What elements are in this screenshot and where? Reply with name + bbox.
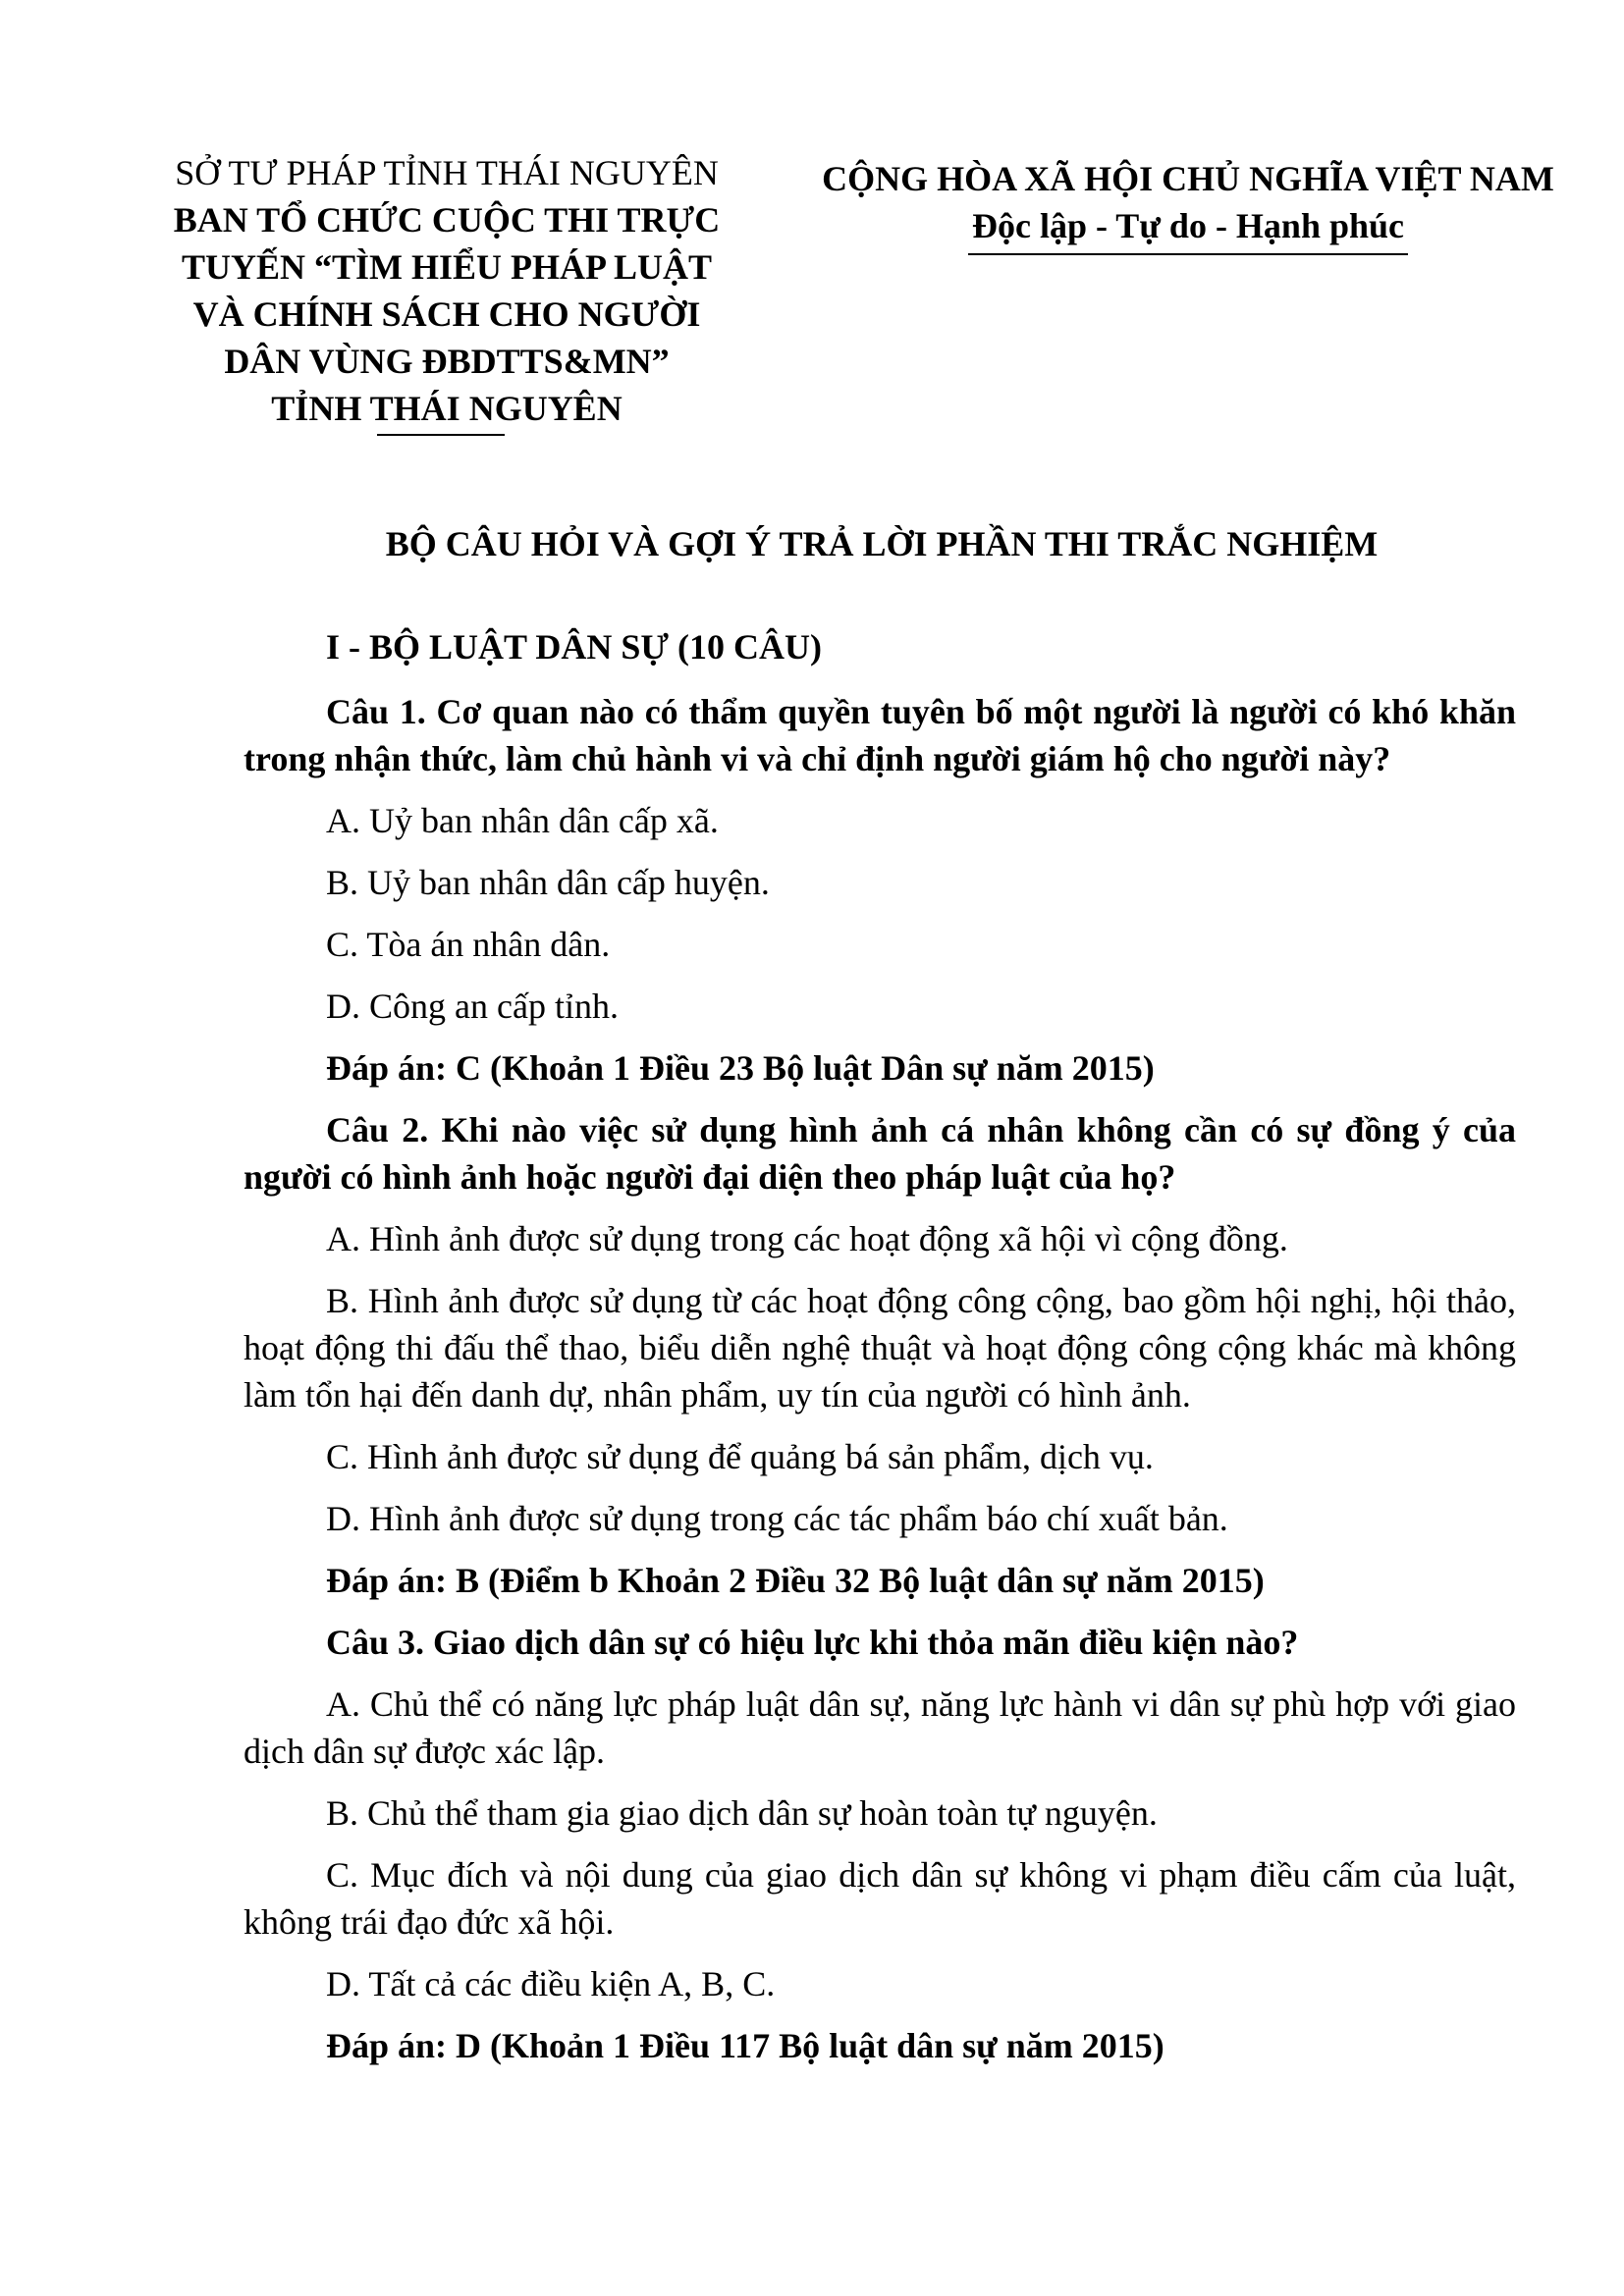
agency-name: SỞ TƯ PHÁP TỈNH THÁI NGUYÊN — [175, 153, 719, 192]
answer-option: C. Mục đích và nội dung của giao dịch dân sự không vi phạm điều cấm của luật, không trái đạo đức xã hội. — [244, 1855, 1516, 1942]
answer-option: A. Uỷ ban nhân dân cấp xã. — [326, 801, 719, 840]
organizer-line: VÀ CHÍNH SÁCH CHO NGƯỜI — [192, 294, 701, 334]
answer-key: Đáp án: D (Khoản 1 Điều 117 Bộ luật dân sự năm 2015) — [326, 2026, 1164, 2065]
question-text: Câu 3. Giao dịch dân sự có hiệu lực khi thỏa mãn điều kiện nào? — [326, 1623, 1299, 1662]
answer-option: D. Hình ảnh được sử dụng trong các tác phẩm báo chí xuất bản. — [326, 1499, 1228, 1538]
issuing-agency-block — [137, 149, 756, 436]
organizer-line: TUYẾN “TÌM HIỂU PHÁP LUẬT — [181, 247, 713, 287]
organizer-line: TỈNH THÁI NGUYÊN — [271, 389, 623, 428]
section-heading: I - BỘ LUẬT DÂN SỰ (10 CÂU) — [326, 627, 823, 667]
answer-key: Đáp án: B (Điểm b Khoản 2 Điều 32 Bộ luật dân sự năm 2015) — [326, 1561, 1265, 1600]
question-text: Câu 1. Cơ quan nào có thẩm quyền tuyên bố một người là người có khó khăn trong nhận thức, làm chủ hành vi và chỉ định người giám hộ cho người này? — [244, 692, 1516, 778]
answer-option: A. Chủ thể có năng lực pháp luật dân sự, năng lực hành vi dân sự phù hợp với giao dịch dân sự được xác lập. — [244, 1684, 1516, 1771]
question-text: Câu 2. Khi nào việc sử dụng hình ảnh cá nhân không cần có sự đồng ý của người có hình ảnh hoặc người đại diện theo pháp luật của họ? — [244, 1110, 1516, 1197]
header-divider-left — [377, 434, 505, 436]
nation-name: CỘNG HÒA XÃ HỘI CHỦ NGHĨA VIỆT NAM — [822, 159, 1554, 198]
answer-option: A. Hình ảnh được sử dụng trong các hoạt động xã hội vì cộng đồng. — [326, 1219, 1288, 1258]
answer-key: Đáp án: C (Khoản 1 Điều 23 Bộ luật Dân sự năm 2015) — [326, 1048, 1155, 1088]
organizer-line: BAN TỔ CHỨC CUỘC THI TRỰC — [173, 200, 721, 240]
organizer-line: DÂN VÙNG ĐBDTTS&MN” — [224, 342, 670, 381]
document-body — [244, 623, 1516, 2084]
national-motto: Độc lập - Tự do - Hạnh phúc — [968, 202, 1408, 255]
national-header-block — [805, 155, 1571, 255]
answer-option: B. Chủ thể tham gia giao dịch dân sự hoàn toàn tự nguyện. — [326, 1793, 1158, 1833]
answer-option: D. Tất cả các điều kiện A, B, C. — [326, 1964, 776, 2003]
answer-option: C. Tòa án nhân dân. — [326, 925, 611, 964]
answer-option: C. Hình ảnh được sử dụng để quảng bá sản phẩm, dịch vụ. — [326, 1437, 1154, 1476]
answer-option: D. Công an cấp tỉnh. — [326, 987, 619, 1026]
document-title: BỘ CÂU HỎI VÀ GỢI Ý TRẢ LỜI PHẦN THI TRẮC NGHIỆM — [385, 524, 1379, 563]
answer-option: B. Uỷ ban nhân dân cấp huyện. — [326, 863, 770, 902]
answer-option: B. Hình ảnh được sử dụng từ các hoạt động công cộng, bao gồm hội nghị, hội thảo, hoạt động thi đấu thể thao, biểu diễn nghệ thuật và hoạt động công cộng khác mà không làm tổn hại đến danh dự, nhân phẩm, uy tín của người có hình ảnh. — [244, 1281, 1516, 1415]
